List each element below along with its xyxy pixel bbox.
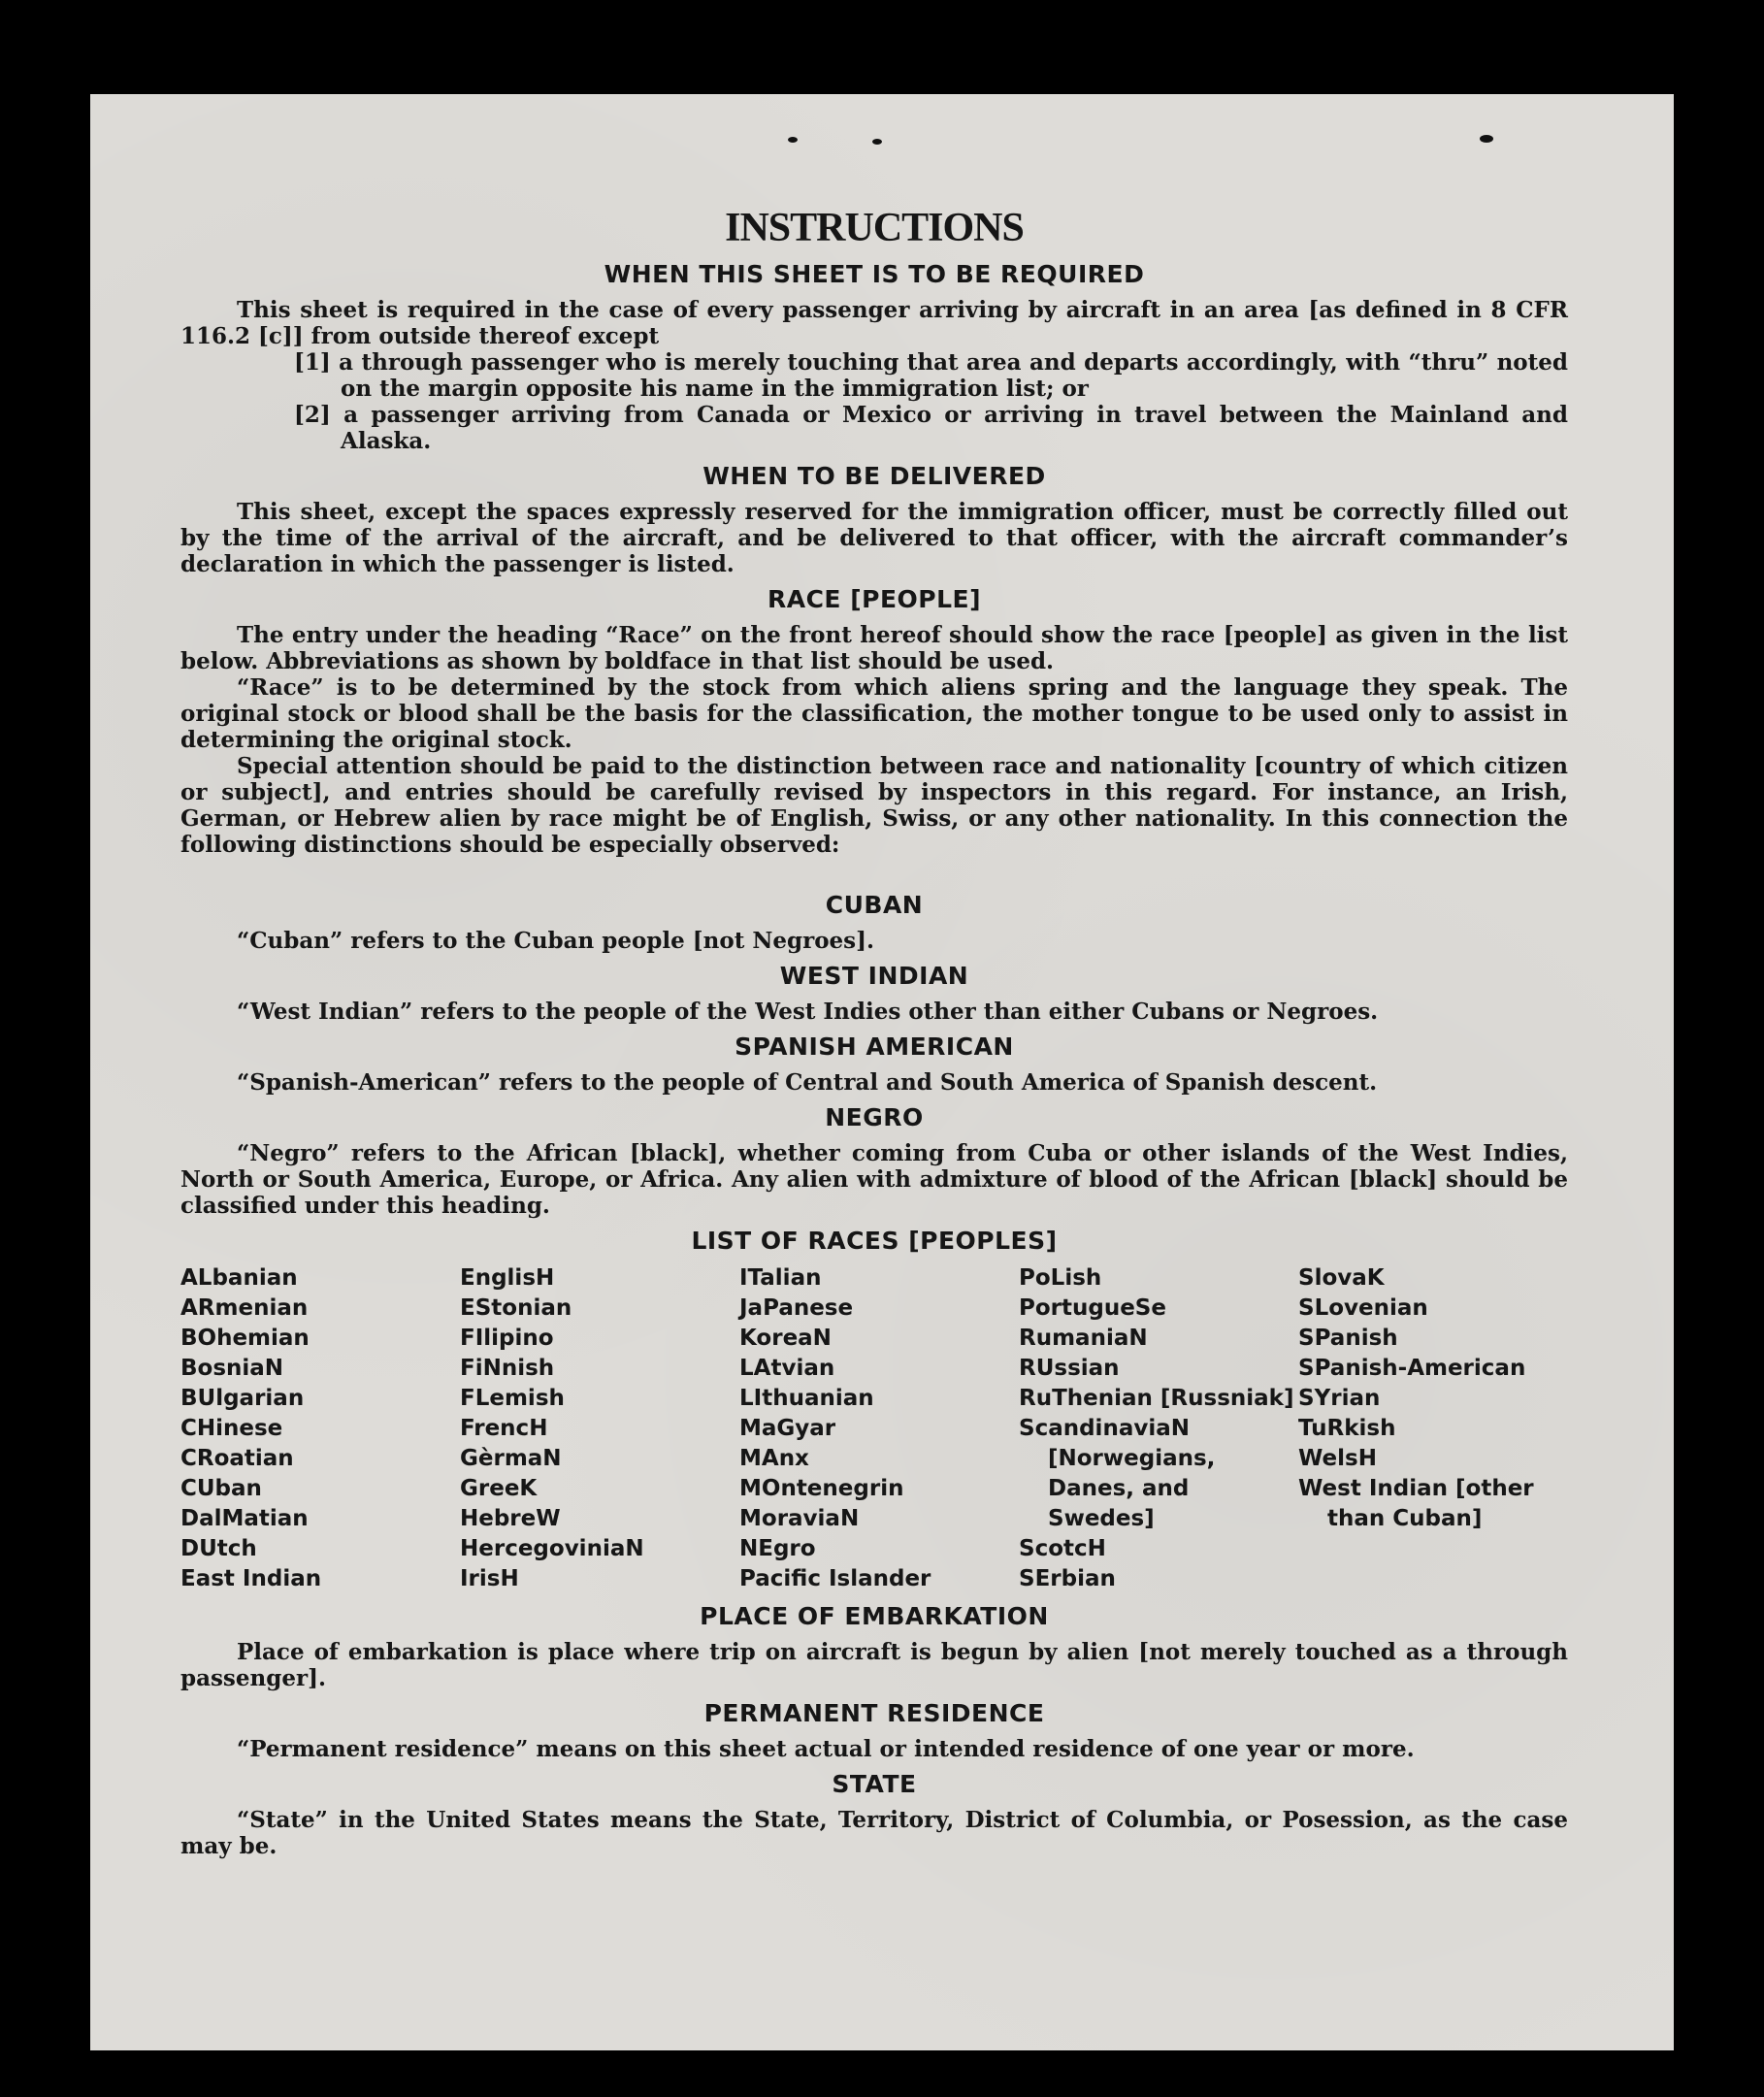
residence-text: “Permanent residence” means on this sheet actual or intended residence of one year or more. — [237, 1736, 1415, 1762]
race-item: MaGyar — [739, 1416, 836, 1441]
race-item: NEgro — [739, 1536, 816, 1561]
race-item: GèrmaN — [460, 1446, 562, 1471]
exception-1: [1] a through passenger who is merely touching that area and departs accordingly, with “thru” noted on the margin opposite his name in the immigration list; or — [294, 349, 1568, 402]
heading-spanish-american: SPANISH AMERICAN — [735, 1032, 1014, 1061]
race-item: EStonian — [460, 1295, 572, 1321]
race-item: Pacific Islander — [739, 1566, 931, 1591]
race-item: IrisH — [460, 1566, 519, 1591]
race-item: PoLish — [1019, 1265, 1102, 1291]
embarkation-text: Place of embarkation is place where trip on aircraft is begun by alien [not merely touched as a through passenger]. — [180, 1639, 1568, 1691]
heading-cuban: CUBAN — [825, 891, 924, 919]
race-item: SPanish — [1298, 1326, 1398, 1351]
required-intro: This sheet is required in the case of every passenger arriving by aircraft in an area [as defined in 8 CFR 116.2 [c]] from outside thereof except — [180, 297, 1568, 349]
heading-list-of-races: LIST OF RACES [PEOPLES] — [691, 1227, 1058, 1255]
race-item: LIthuanian — [739, 1386, 874, 1411]
race-item: ScotcH — [1019, 1536, 1106, 1561]
race-item: BosniaN — [180, 1356, 284, 1381]
race-item: West Indian [other than Cuban] — [1298, 1476, 1534, 1531]
race-column-2 — [460, 1263, 739, 1594]
race-item: FrencH — [460, 1416, 548, 1441]
race-column-4 — [1019, 1263, 1298, 1594]
race-item: SLovenian — [1298, 1295, 1428, 1321]
race-item: WelsH — [1298, 1446, 1377, 1471]
race-item: CHinese — [180, 1416, 283, 1441]
race-item: SlovaK — [1298, 1265, 1385, 1291]
race-item: RuThenian [Russniak] — [1019, 1386, 1294, 1411]
page-title: INSTRUCTIONS — [725, 206, 1024, 250]
race-item: SErbian — [1019, 1566, 1116, 1591]
race-item: TuRkish — [1298, 1416, 1396, 1441]
race-item: FLemish — [460, 1386, 565, 1411]
race-list — [180, 1263, 1568, 1594]
punch-mark — [1480, 135, 1493, 143]
race-item: DalMatian — [180, 1506, 309, 1531]
race-item: KoreaN — [739, 1326, 832, 1351]
race-item: SYrian — [1298, 1386, 1381, 1411]
heading-state: STATE — [832, 1770, 917, 1798]
race-item: East Indian — [180, 1566, 322, 1591]
heading-west-indian: WEST INDIAN — [779, 962, 969, 990]
race-item: ALbanian — [180, 1265, 298, 1291]
race-item: LAtvian — [739, 1356, 835, 1381]
race-item: EnglisH — [460, 1265, 555, 1291]
race-item: RUssian — [1019, 1356, 1120, 1381]
heading-required: WHEN THIS SHEET IS TO BE REQUIRED — [604, 260, 1145, 288]
race-column-1 — [180, 1263, 460, 1594]
document-sheet — [90, 94, 1674, 2050]
punch-mark — [788, 137, 798, 143]
race-item: MAnx — [739, 1446, 809, 1471]
heading-embarkation: PLACE OF EMBARKATION — [700, 1602, 1049, 1630]
race-item: ITalian — [739, 1265, 822, 1291]
punch-mark — [872, 139, 882, 145]
race-item: HebreW — [460, 1506, 561, 1531]
race-item: FiNnish — [460, 1356, 555, 1381]
race-item: CRoatian — [180, 1446, 294, 1471]
race-item: HercegoviniaN — [460, 1536, 644, 1561]
delivered-text: This sheet, except the spaces expressly reserved for the immigration officer, must be correctly filled out by the time of the arrival of the aircraft, and be delivered to that officer, with the aircraft commander’s declaration in which the passenger is listed. — [180, 499, 1568, 577]
race-item: ARmenian — [180, 1295, 309, 1321]
heading-race: RACE [PEOPLE] — [767, 585, 982, 613]
race-item: MoraviaN — [739, 1506, 860, 1531]
heading-residence: PERMANENT RESIDENCE — [703, 1699, 1045, 1727]
document-content — [180, 204, 1568, 1859]
heading-delivered: WHEN TO BE DELIVERED — [702, 462, 1046, 490]
spanish-american-text: “Spanish-American” refers to the people of Central and South America of Spanish descent. — [237, 1069, 1378, 1096]
west-indian-text: “West Indian” refers to the people of the West Indies other than either Cubans or Negroes. — [237, 999, 1379, 1025]
race-item: ScandinaviaN [Norwegians, Danes, and Swedes] — [1019, 1416, 1216, 1531]
race-para-2: “Race” is to be determined by the stock from which aliens spring and the language they speak. The original stock or blood shall be the basis for the classification, the mother tongue to be used only to assist in determining the original stock. — [180, 674, 1568, 753]
race-item: PortugueSe — [1019, 1295, 1166, 1321]
race-item: BUlgarian — [180, 1386, 305, 1411]
heading-negro: NEGRO — [825, 1103, 924, 1131]
state-text: “State” in the United States means the State, Territory, District of Columbia, or Posession, as the case may be. — [180, 1807, 1568, 1859]
race-item: CUban — [180, 1476, 262, 1501]
race-para-3: Special attention should be paid to the distinction between race and nationality [country of which citizen or subject], and entries should be carefully revised by inspectors in this regard. For instance, an Irish, German, or Hebrew alien by race might be of English, Swiss, or any other nationality. In this connection the following distinctions should be especially observed: — [180, 753, 1568, 858]
race-column-5 — [1298, 1263, 1568, 1594]
cuban-text: “Cuban” refers to the Cuban people [not Negroes]. — [237, 928, 875, 954]
race-column-3 — [739, 1263, 1019, 1594]
exception-2: [2] a passenger arriving from Canada or Mexico or arriving in travel between the Mainland and Alaska. — [294, 402, 1568, 454]
negro-text: “Negro” refers to the African [black], whether coming from Cuba or other islands of the West Indies, North or South America, Europe, or Africa. Any alien with admixture of blood of the African [black] should be classified under this heading. — [180, 1140, 1568, 1219]
race-para-1: The entry under the heading “Race” on the front hereof should show the race [people] as given in the list below. Abbreviations as shown by boldface in that list should be used. — [180, 622, 1568, 674]
race-item: DUtch — [180, 1536, 257, 1561]
race-item: BOhemian — [180, 1326, 310, 1351]
race-item: GreeK — [460, 1476, 538, 1501]
race-item: SPanish-American — [1298, 1356, 1526, 1381]
race-item: RumaniaN — [1019, 1326, 1148, 1351]
race-item: FIlipino — [460, 1326, 554, 1351]
race-item: JaPanese — [739, 1295, 854, 1321]
race-item: MOntenegrin — [739, 1476, 904, 1501]
